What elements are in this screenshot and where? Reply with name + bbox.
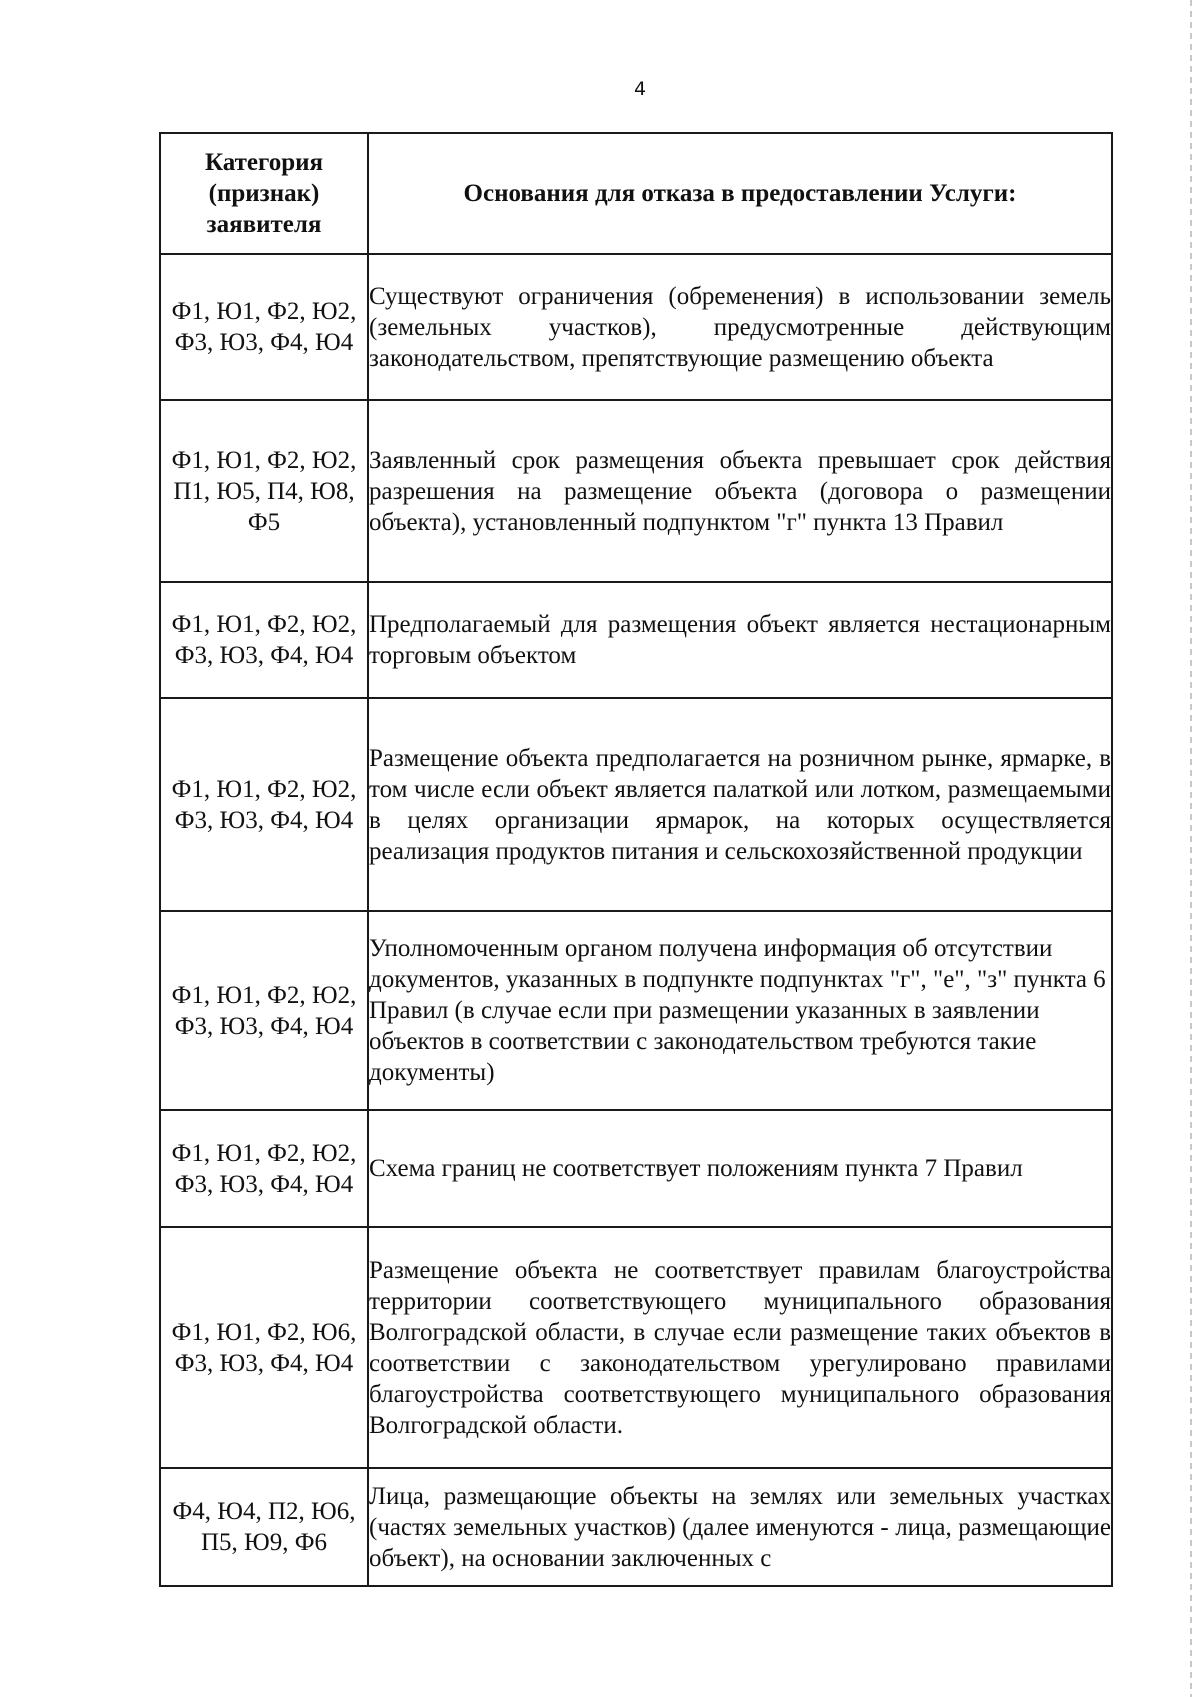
table-row (160, 911, 1112, 1110)
table-row (160, 1468, 1112, 1586)
table-row (160, 1227, 1112, 1468)
refusal-reason-cell: Предполагаемый для размещения объект является нестационарным торговым объектом (368, 582, 1112, 698)
applicant-category-cell: Ф1, Ю1, Ф2, Ю2, Ф3, Ю3, Ф4, Ю4 (160, 1110, 368, 1227)
reasons-column-header: Основания для отказа в предоставлении Услуги: (368, 133, 1112, 254)
table-row (160, 254, 1112, 400)
refusal-grounds-table (159, 132, 1113, 1587)
applicant-category-cell: Ф1, Ю1, Ф2, Ю2, Ф3, Ю3, Ф4, Ю4 (160, 254, 368, 400)
applicant-category-cell: Ф1, Ю1, Ф2, Ю6, Ф3, Ю3, Ф4, Ю4 (160, 1227, 368, 1468)
refusal-reason-cell: Уполномоченным органом получена информация об отсутствии документов, указанных в подпункте подпунктах "г", "е", "з" пункта 6 Правил (в случае если при размещении указанных в заявлении объектов в соответствии с законодательством требуются такие документы) (368, 911, 1112, 1110)
applicant-category-cell: Ф1, Ю1, Ф2, Ю2, Ф3, Ю3, Ф4, Ю4 (160, 698, 368, 911)
category-column-header: Категория (признак) заявителя (160, 133, 368, 254)
table-row (160, 582, 1112, 698)
refusal-reason-cell: Размещение объекта не соответствует правилам благоустройства территории соответствующего муниципального образования Волгоградской области, в случае если размещение таких объектов в соответствии с законодательством урегулировано правилами благоустройства соответствующего муниципального образования Волгоградской области. (368, 1227, 1112, 1468)
scan-edge-artifact (1190, 0, 1192, 1697)
refusal-reason-cell: Схема границ не соответствует положениям пункта 7 Правил (368, 1110, 1112, 1227)
refusal-reason-cell: Размещение объекта предполагается на розничном рынке, ярмарке, в том числе если объект является палаткой или лотком, размещаемыми в целях организации ярмарок, на которых осуществляется реализация продуктов питания и сельскохозяйственной продукции (368, 698, 1112, 911)
table-row (160, 698, 1112, 911)
refusal-reason-cell: Существуют ограничения (обременения) в использовании земель (земельных участков), предусмотренные действующим законодательством, препятствующие размещению объекта (368, 254, 1112, 400)
applicant-category-cell: Ф1, Ю1, Ф2, Ю2, Ф3, Ю3, Ф4, Ю4 (160, 911, 368, 1110)
table-header-row (160, 133, 1112, 254)
refusal-reason-cell: Заявленный срок размещения объекта превышает срок действия разрешения на размещение объекта (договора о размещении объекта), установленный подпунктом "г" пункта 13 Правил (368, 400, 1112, 582)
refusal-reason-cell: Лица, размещающие объекты на землях или земельных участках (частях земельных участков) (далее именуются - лица, размещающие объект), на основании заключенных с (368, 1468, 1112, 1586)
applicant-category-cell: Ф1, Ю1, Ф2, Ю2, Ф3, Ю3, Ф4, Ю4 (160, 582, 368, 698)
applicant-category-cell: Ф4, Ю4, П2, Ю6, П5, Ю9, Ф6 (160, 1468, 368, 1586)
table-row (160, 400, 1112, 582)
applicant-category-cell: Ф1, Ю1, Ф2, Ю2, П1, Ю5, П4, Ю8, Ф5 (160, 400, 368, 582)
page-number: 4 (633, 78, 647, 100)
table-row (160, 1110, 1112, 1227)
